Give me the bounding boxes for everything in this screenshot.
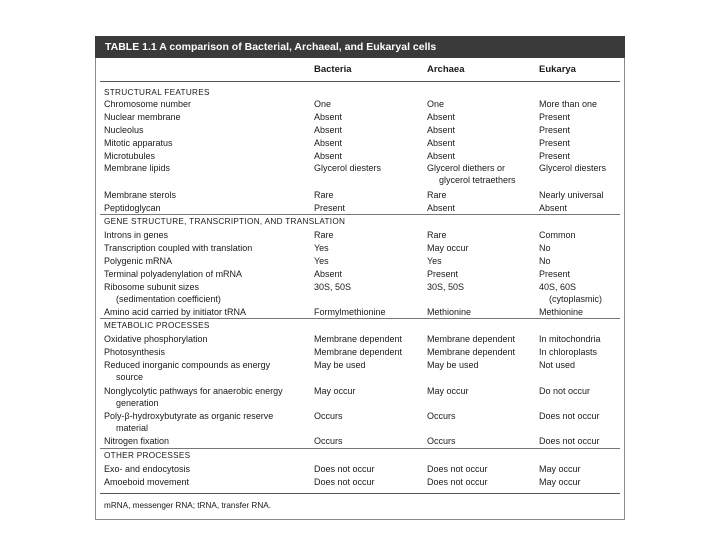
row-archaea-value: Occurs [427, 436, 456, 446]
row-eukarya-value: Present [539, 125, 571, 135]
row-feature: Membrane lipids [104, 163, 171, 173]
row-feature-continuation: material [116, 423, 149, 433]
row-eukarya-value: Common [539, 230, 576, 240]
row-bacteria-value: Occurs [314, 436, 343, 446]
row-feature: Transcription coupled with translation [104, 243, 253, 253]
row-bacteria-value: May occur [314, 386, 356, 396]
row-archaea-value: Methionine [427, 307, 472, 317]
row-feature: Reduced inorganic compounds as energy [104, 360, 271, 370]
row-feature: Mitotic apparatus [104, 138, 173, 148]
row-archaea-value: Absent [427, 112, 456, 122]
row-bacteria-value: Absent [314, 269, 343, 279]
row-archaea-value: Yes [427, 256, 442, 266]
row-bacteria-value: Absent [314, 151, 343, 161]
column-header-archaea: Archaea [427, 64, 465, 75]
row-archaea-value: Present [427, 269, 459, 279]
row-feature: Nucleolus [104, 125, 144, 135]
row-feature: Nonglycolytic pathways for anaerobic energy [104, 386, 283, 396]
row-feature: Poly-β-hydroxybutyrate as organic reserve [104, 411, 274, 421]
row-feature-continuation: generation [116, 398, 159, 408]
row-bacteria-value: Occurs [314, 411, 343, 421]
row-archaea-value: Does not occur [427, 464, 488, 474]
table-title: TABLE 1.1 A comparison of Bacterial, Archaeal, and Eukaryal cells [95, 36, 625, 58]
row-feature: Amoeboid movement [104, 477, 190, 487]
row-archaea-value: One [427, 99, 445, 109]
row-bacteria-value: Membrane dependent [314, 347, 403, 357]
row-feature: Amino acid carried by initiator tRNA [104, 307, 247, 317]
row-bacteria-value: Absent [314, 125, 343, 135]
row-archaea-value: 30S, 50S [427, 282, 465, 292]
row-eukarya-value: Nearly universal [539, 190, 604, 200]
row-feature: Polygenic mRNA [104, 256, 173, 266]
row-feature: Terminal polyadenylation of mRNA [104, 269, 243, 279]
row-feature-continuation: (sedimentation coefficient) [116, 294, 221, 304]
row-feature: Oxidative phosphorylation [104, 334, 208, 344]
section-divider [100, 318, 620, 319]
row-bacteria-value: Membrane dependent [314, 334, 403, 344]
row-eukarya-value: Glycerol diesters [539, 163, 607, 173]
row-archaea-value: May occur [427, 386, 469, 396]
row-eukarya-value: No [539, 256, 551, 266]
row-bacteria-value: Absent [314, 112, 343, 122]
row-archaea-value: May occur [427, 243, 469, 253]
row-bacteria-value: Rare [314, 230, 334, 240]
row-bacteria-value: Does not occur [314, 477, 375, 487]
row-feature-continuation: source [116, 372, 144, 382]
section-divider [100, 448, 620, 449]
row-eukarya-value: Absent [539, 203, 568, 213]
row-eukarya-value: Does not occur [539, 411, 600, 421]
section-heading: METABOLIC PROCESSES [104, 321, 210, 330]
row-eukarya-value: Present [539, 151, 571, 161]
row-eukarya-value: Does not occur [539, 436, 600, 446]
footnote: mRNA, messenger RNA; tRNA, transfer RNA. [104, 501, 271, 510]
row-eukarya-value: 40S, 60S [539, 282, 577, 292]
row-archaea-value: Membrane dependent [427, 347, 516, 357]
row-eukarya-value: May occur [539, 464, 581, 474]
row-archaea-value: Occurs [427, 411, 456, 421]
row-archaea-value: Membrane dependent [427, 334, 516, 344]
row-eukarya-value: Present [539, 138, 571, 148]
row-feature: Membrane sterols [104, 190, 177, 200]
row-eukarya-value: Methionine [539, 307, 584, 317]
row-archaea-value: Rare [427, 230, 447, 240]
row-eukarya-value: May occur [539, 477, 581, 487]
section-divider [100, 214, 620, 215]
row-archaea-value: Absent [427, 151, 456, 161]
row-feature: Introns in genes [104, 230, 169, 240]
row-bacteria-value: May be used [314, 360, 366, 370]
row-eukarya-value: Present [539, 269, 571, 279]
row-archaea-value: May be used [427, 360, 479, 370]
section-heading: STRUCTURAL FEATURES [104, 88, 210, 97]
row-eukarya-value: Do not occur [539, 386, 591, 396]
column-header-eukarya: Eukarya [539, 64, 576, 75]
header-divider [100, 81, 620, 82]
row-archaea-value: Rare [427, 190, 447, 200]
row-feature: Exo- and endocytosis [104, 464, 191, 474]
column-header-bacteria: Bacteria [314, 64, 352, 75]
footer-divider [100, 493, 620, 494]
row-archaea-value: Glycerol diethers or [427, 163, 506, 173]
row-eukarya-value: In mitochondria [539, 334, 601, 344]
row-archaea-value: Absent [427, 203, 456, 213]
row-archaea-continuation: glycerol tetraethers [439, 175, 516, 185]
row-bacteria-value: Glycerol diesters [314, 163, 382, 173]
row-bacteria-value: Present [314, 203, 346, 213]
row-bacteria-value: 30S, 50S [314, 282, 352, 292]
row-feature: Nuclear membrane [104, 112, 181, 122]
row-bacteria-value: Yes [314, 243, 329, 253]
row-eukarya-value: More than one [539, 99, 598, 109]
row-bacteria-value: Does not occur [314, 464, 375, 474]
row-eukarya-value: Not used [539, 360, 576, 370]
row-eukarya-value: In chloroplasts [539, 347, 598, 357]
row-feature: Photosynthesis [104, 347, 166, 357]
row-feature: Chromosome number [104, 99, 192, 109]
row-bacteria-value: Yes [314, 256, 329, 266]
row-archaea-value: Absent [427, 125, 456, 135]
row-archaea-value: Does not occur [427, 477, 488, 487]
row-feature: Microtubules [104, 151, 156, 161]
row-bacteria-value: One [314, 99, 332, 109]
section-heading: OTHER PROCESSES [104, 451, 191, 460]
row-bacteria-value: Formylmethionine [314, 307, 386, 317]
row-bacteria-value: Absent [314, 138, 343, 148]
row-feature: Nitrogen fixation [104, 436, 170, 446]
row-feature: Ribosome subunit sizes [104, 282, 200, 292]
row-feature: Peptidoglycan [104, 203, 161, 213]
row-eukarya-value: Present [539, 112, 571, 122]
row-bacteria-value: Rare [314, 190, 334, 200]
section-heading: GENE STRUCTURE, TRANSCRIPTION, AND TRANSLATION [104, 217, 346, 226]
row-archaea-value: Absent [427, 138, 456, 148]
row-eukarya-value: No [539, 243, 551, 253]
row-eukarya-continuation: (cytoplasmic) [549, 294, 603, 304]
